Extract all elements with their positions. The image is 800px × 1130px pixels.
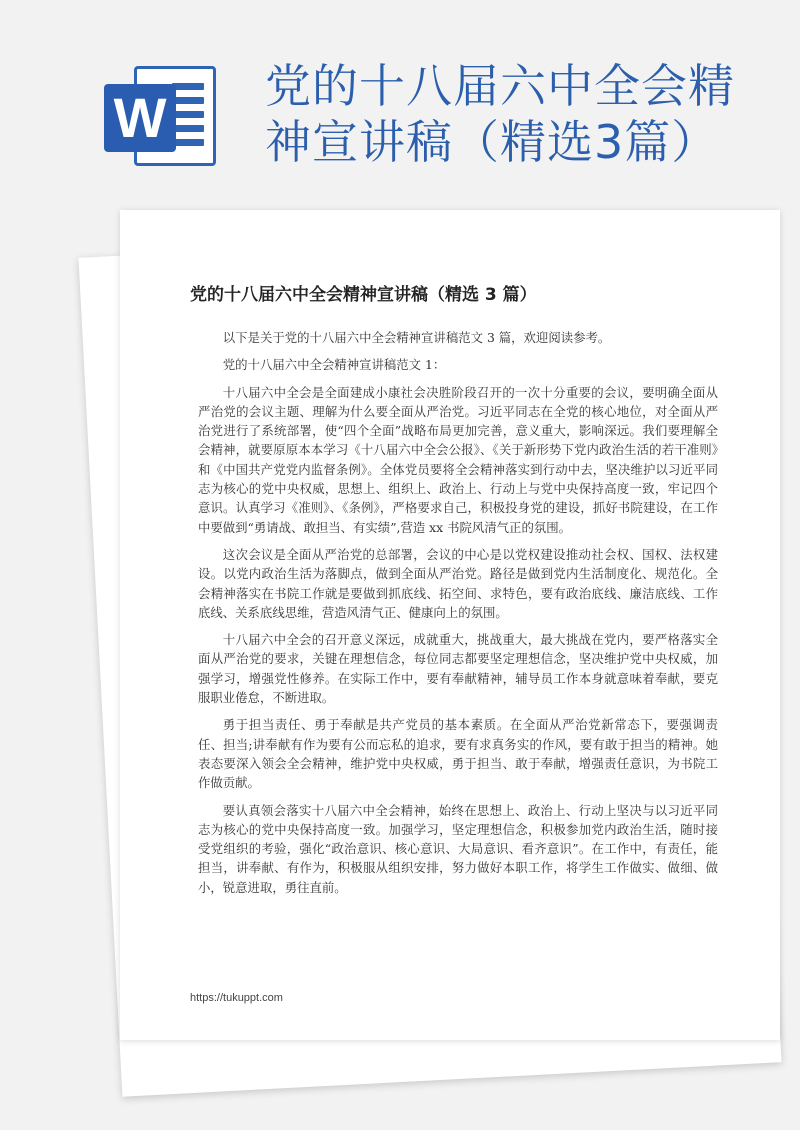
banner-title-line-2: 神宣讲稿（精选3篇） [265, 115, 719, 169]
paragraph: 十八届六中全会的召开意义深远，成就重大，挑战重大，最大挑战在党内，要严格落实全面从严治党的要求，关键在理想信念，每位同志都要坚定理想信念，坚决维护党中央权威，加强学习，增强党性修养。在实际工作中，要有奉献精神，辅导员工作本身就意味着奉献，要克服职业倦怠，不断进取。 [198, 632, 718, 706]
banner-title-line-1: 党的十八届六中全会精 [265, 59, 735, 113]
banner-title [265, 58, 785, 170]
paragraph-intro: 以下是关于党的十八届六中全会精神宣讲稿范文 3 篇，欢迎阅读参考。 [222, 330, 611, 345]
header-banner [0, 0, 800, 205]
paragraph: 要认真领会落实十八届六中全会精神，始终在思想上、政治上、行动上坚决与以习近平同志为核心的党中央保持高度一致。加强学习，坚定理想信念，积极参加党内政治生活，随时接受党组织的考验，强化“政治意识、核心意识、大局意识、看齐意识”。在工作中，有责任，能担当，讲奉献、有作为，积极服从组织安排，努力做好本职工作，将学生工作做实、做细、做小，锐意进取，勇往直前。 [198, 802, 718, 895]
paragraph-section-heading: 党的十八届六中全会精神宣讲稿范文 1： [222, 357, 446, 373]
word-document-icon [104, 66, 216, 166]
word-letter-badge: W [104, 84, 176, 152]
document-page [120, 210, 780, 1040]
paragraph: 十八届六中全会是全面建成小康社会决胜阶段召开的一次十分重要的会议，要明确全面从严治党的会议主题、理解为什么要全面从严治党。习近平同志在全党的核心地位，对全面从严治党进行了系统部署，使“四个全面”战略布局更加完善，意义重大，影响深远。我们要理解全会精神，就要原原本本学习《十八届六中全会公报》、《关于新形势下党内政治生活的若干准则》和《中国共产党党内监督条例》。全体党员要将全会精神落实到行动中去，坚决维护以习近平同志为核心的党中央权威，思想上、组织上、政治上、行动上与党中央保持高度一致，牢记四个意识。认真学习《准则》、《条例》，严格要求自己，积极投身党的建设，抓好书院建设，在工作中要做到“勇请战、敢担当、有实绩”,营造 xx 书院风清气正的氛围。 [198, 384, 718, 535]
footer-url: https://tukuppt.com [190, 992, 283, 1004]
paragraph: 勇于担当责任、勇于奉献是共产党员的基本素质。在全面从严治党新常态下，要强调责任、担当;讲奉献有作为要有公而忘私的追求，要有求真务实的作风，要有敢于担当的精神。她表态要深入领会全会精神，维护党中央权威，勇于担当、敢于奉献，增强责任意识，为书院工作做贡献。 [198, 717, 718, 791]
paragraph: 这次会议是全面从严治党的总部署，会议的中心是以党权建设推动社会权、国权、法权建设。以党内政治生活为落脚点，做到全面从严治党。路径是做到党内生活制度化、规范化。全会精神落实在书院工作就是要做到抓底线、拓空间、求特色，要有政治底线、廉洁底线、工作底线、关系底线思维，营造风清气正、健康向上的氛围。 [198, 546, 718, 620]
document-body [198, 328, 718, 905]
document-title: 党的十八届六中全会精神宣讲稿（精选 3 篇） [190, 285, 537, 305]
